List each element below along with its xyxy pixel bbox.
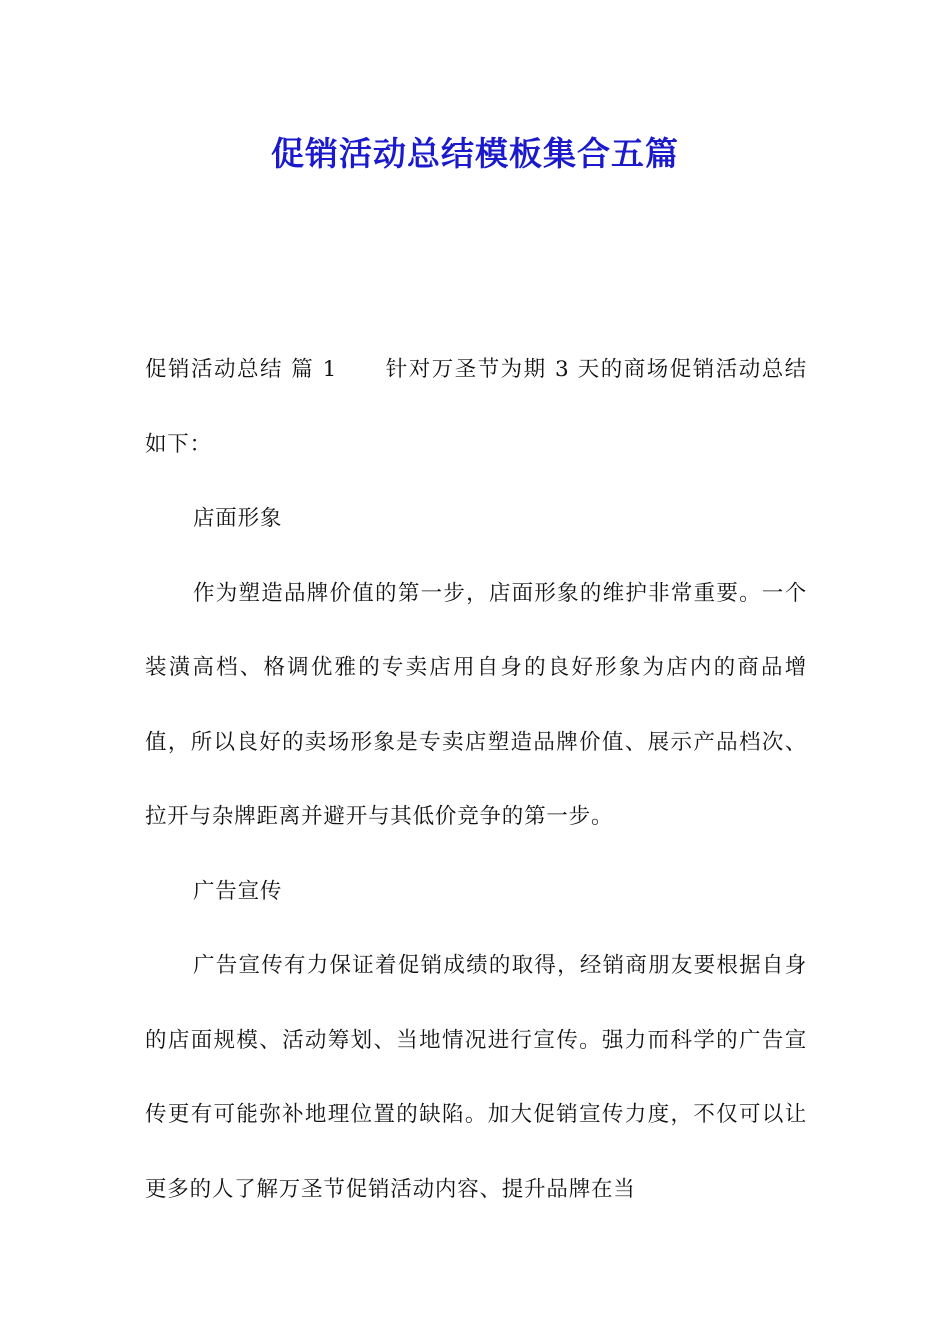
section-heading-storefront: 店面形象 bbox=[193, 506, 283, 531]
paragraph-storefront: 作为塑造品牌价值的第一步，店面形象的维护非常重要。一个装潢高档、格调优雅的专卖店用自身的良好形象为店内的商品增值，所以良好的卖场形象是专卖店塑造品牌价值、展示产品档次、拉开与杂牌距离并避开与其低价竞争的第一步。 bbox=[145, 580, 807, 829]
intro-paragraph bbox=[145, 333, 807, 482]
document-body bbox=[145, 333, 807, 1227]
intro-text: 针对万圣节为期 3 天的商场促销活动总结如下： bbox=[145, 357, 807, 457]
section-heading-advertising: 广告宣传 bbox=[193, 878, 283, 904]
document-title: 促销活动总结模板集合五篇 bbox=[271, 134, 679, 173]
paragraph-advertising: 广告宣传有力保证着促销成绩的取得，经销商朋友要根据自身的店面规模、活动筹划、当地情况进行宣传。强力而科学的广告宣传更有可能弥补地理位置的缺陷。加大促销宣传力度，不仅可以让更多的人了解万圣节促销活动内容、提升品牌在当 bbox=[145, 953, 807, 1202]
section-label: 促销活动总结 篇 1 bbox=[145, 357, 338, 382]
